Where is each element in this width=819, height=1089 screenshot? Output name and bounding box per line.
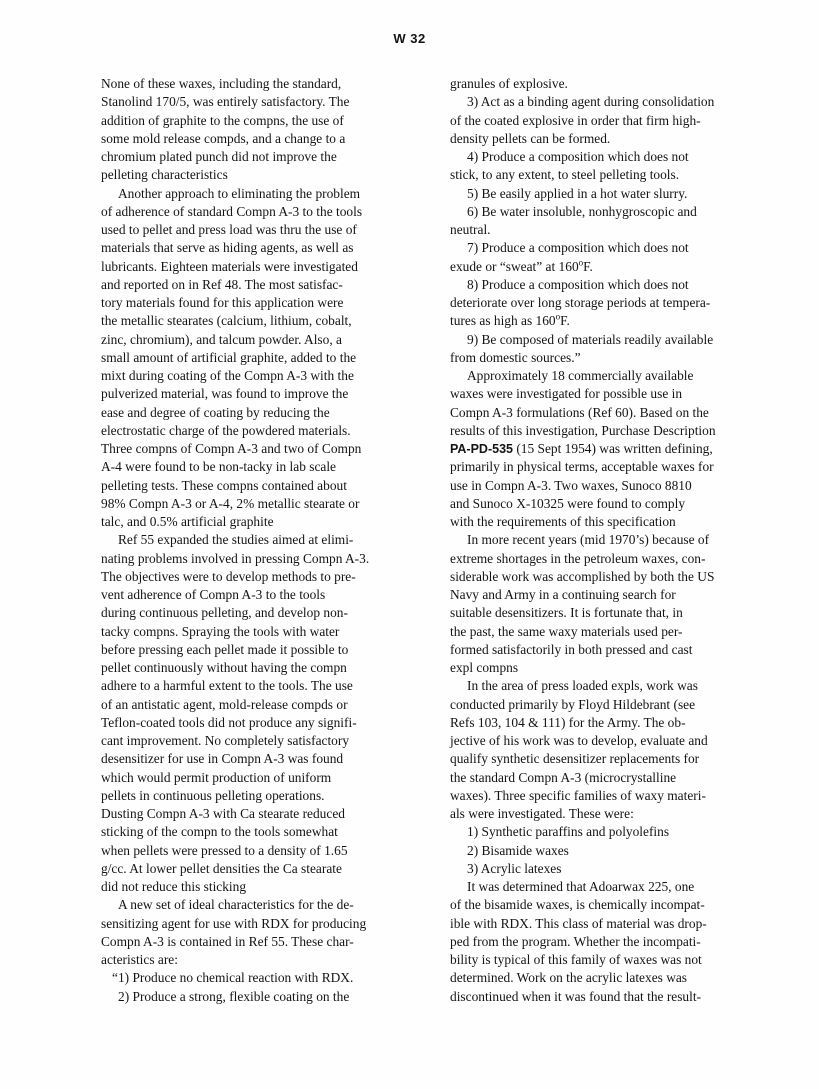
text-line: pellets in continuous pelleting operations. — [101, 787, 325, 803]
text-line: the standard Compn A-3 (microcrystalline — [450, 769, 677, 785]
text-line: 8) Produce a composition which does not — [467, 276, 689, 292]
text-line: 9) Be composed of materials readily available — [467, 331, 714, 347]
text-line: of the coated explosive in order that firm high- — [450, 112, 701, 128]
text-line: adhere to a harmful extent to the tools. The use — [101, 678, 353, 694]
text-line: als were investigated. These were: — [450, 806, 634, 821]
text-line: Three compns of Compn A-3 and two of Compn — [101, 441, 362, 456]
text-line: waxes were investigated for possible use in — [450, 386, 683, 402]
text-line: g/cc. At lower pellet densities the Ca stearate — [101, 860, 342, 876]
text-line: of the bisamide waxes, is chemically incompat- — [450, 897, 705, 913]
text-line: Teflon-coated tools did not produce any signifi- — [101, 714, 357, 730]
text-line: Refs 103, 104 & 111) for the Army. The ob- — [450, 714, 686, 730]
text-line: desensitizer for use in Compn A-3 was found — [101, 751, 344, 767]
right-column — [450, 75, 746, 1006]
text-line: 7) Produce a composition which does not — [467, 240, 689, 256]
text-line: when pellets were pressed to a density of 1.65 — [101, 842, 348, 858]
text-line: pelleting characteristics — [101, 167, 228, 183]
text-line: “1) Produce no chemical reaction with RDX. — [112, 970, 354, 986]
text-line: 1) Synthetic paraffins and polyolefins — [467, 824, 670, 840]
text-line: talc, and 0.5% artificial graphite — [101, 514, 274, 529]
text-line: 3) Act as a binding agent during consolidation — [467, 94, 715, 110]
text-line: extreme shortages in the petroleum waxes, con- — [450, 550, 706, 566]
text-line: Compn A-3 formulations (Ref 60). Based on the — [450, 404, 709, 420]
text-line: the past, the same waxy materials used per- — [450, 623, 683, 639]
text-line: In more recent years (mid 1970’s) because of — [467, 532, 710, 548]
text-fragment: F. — [560, 313, 570, 329]
text-line — [450, 258, 746, 276]
text-line: bility is typical of this family of waxes was not — [450, 952, 702, 967]
page-number: W 32 — [393, 31, 426, 46]
text-line: discontinued when it was found that the result- — [450, 988, 702, 1004]
text-line: tory materials found for this application were — [101, 295, 344, 310]
text-line: from domestic sources.” — [450, 349, 581, 365]
text-line: the metallic stearates (calcium, lithium, cobalt, — [101, 313, 352, 329]
text-line: use in Compn A-3. Two waxes, Sunoco 8810 — [450, 477, 692, 493]
text-line: small amount of artificial graphite, added to the — [101, 349, 357, 365]
text-line: sensitizing agent for use with RDX for producing — [101, 915, 367, 931]
text-line: conducted primarily by Floyd Hildebrant (see — [450, 696, 696, 712]
text-line: Approximately 18 commercially available — [467, 368, 694, 383]
text-line: did not reduce this sticking — [101, 879, 247, 894]
text-line: Dusting Compn A-3 with Ca stearate reduced — [101, 806, 345, 821]
text-line: of an antistatic agent, mold-release compds or — [101, 696, 348, 712]
text-line: deteriorate over long storage periods at tempera- — [450, 295, 711, 310]
text-line: ped from the program. Whether the incompati- — [450, 933, 701, 949]
text-line: ease and degree of coating by reducing the — [101, 404, 330, 420]
text-line: Ref 55 expanded the studies aimed at elimi- — [118, 532, 354, 548]
text-line: neutral. — [450, 222, 491, 237]
text-fragment: F. — [583, 258, 593, 274]
text-line: 3) Acrylic latexes — [467, 860, 562, 876]
text-line: lubricants. Eighteen materials were investigated — [101, 258, 358, 274]
text-line: The objectives were to develop methods to pre- — [101, 568, 356, 584]
text-line: mixt during coating of the Compn A-3 with the — [101, 368, 354, 383]
text-line — [450, 312, 746, 330]
text-line: jective of his work was to develop, evaluate and — [450, 733, 708, 748]
text-line: determined. Work on the acrylic latexes was — [450, 970, 688, 986]
text-line: Navy and Army in a continuing search for — [450, 587, 676, 602]
text-line: results of this investigation, Purchase Description — [450, 422, 716, 438]
text-line: pellet continuously without having the compn — [101, 660, 347, 675]
text-line: which would permit production of uniform — [101, 769, 332, 785]
left-column — [101, 75, 401, 1006]
text-line: and Sunoco X-10325 were found to comply — [450, 495, 686, 511]
text-line: addition of graphite to the compns, the use of — [101, 112, 344, 128]
text-line: 2) Produce a strong, flexible coating on the — [118, 988, 350, 1004]
text-line: formed satisfactorily in both pressed and cast — [450, 641, 693, 657]
text-line: Stanolind 170/5, was entirely satisfactory. The — [101, 94, 350, 110]
text-line: of adherence of standard Compn A-3 to the tools — [101, 203, 363, 219]
text-line: acteristics are: — [101, 952, 178, 967]
text-line: 5) Be easily applied in a hot water slurry. — [467, 185, 688, 201]
purchase-description-ref: PA-PD-535 — [450, 442, 513, 456]
text-line: with the requirements of this specification — [450, 514, 676, 529]
text-line: suitable desensitizers. It is fortunate that, in — [450, 605, 683, 621]
text-line: None of these waxes, including the standard, — [101, 76, 342, 91]
text-line: zinc, chromium), and talcum powder. Also, a — [101, 331, 342, 347]
text-line: Compn A-3 is contained in Ref 55. These char- — [101, 933, 354, 949]
text-line: expl compns — [450, 660, 519, 675]
text-line: vent adherence of Compn A-3 to the tools — [101, 587, 326, 602]
text-line: It was determined that Adoarwax 225, one — [467, 879, 695, 894]
text-line: some mold release compds, and a change to a — [101, 130, 346, 146]
text-line: materials that serve as hiding agents, as well as — [101, 240, 354, 256]
text-line: qualify synthetic desensitizer replacements for — [450, 751, 700, 767]
degree-sign: o — [555, 311, 561, 322]
text-line: 2) Bisamide waxes — [467, 842, 569, 858]
text-line: ible with RDX. This class of material was drop- — [450, 915, 707, 931]
text-line — [450, 440, 746, 458]
text-line: cant improvement. No completely satisfactory — [101, 733, 350, 748]
text-line: Another approach to eliminating the problem — [118, 185, 361, 201]
text-line: stick, to any extent, to steel pelleting tools. — [450, 167, 680, 183]
text-line: granules of explosive. — [450, 76, 568, 91]
text-line: 4) Produce a composition which does not — [467, 149, 689, 164]
text-line: In the area of press loaded expls, work was — [467, 678, 698, 694]
text-line: density pellets can be formed. — [450, 130, 611, 146]
text-line: 6) Be water insoluble, nonhygroscopic and — [467, 203, 697, 219]
text-line: before pressing each pellet made it possible to — [101, 641, 349, 657]
text-line: primarily in physical terms, acceptable waxes for — [450, 459, 714, 475]
text-line: chromium plated punch did not improve the — [101, 149, 337, 164]
text-line: A new set of ideal characteristics for the de- — [118, 897, 354, 913]
text-line: used to pellet and press load was thru the use of — [101, 222, 357, 237]
text-line: sticking of the compn to the tools somewhat — [101, 824, 338, 840]
text-line: tacky compns. Spraying the tools with water — [101, 623, 340, 639]
degree-sign: o — [578, 257, 584, 268]
text-line: siderable work was accomplished by both the US — [450, 568, 715, 584]
text-line: pelleting tests. These compns contained about — [101, 477, 347, 493]
text-line: 98% Compn A-3 or A-4, 2% metallic stearate or — [101, 495, 360, 511]
text-fragment: exude or “sweat” at 160 — [450, 258, 579, 274]
text-line: waxes). Three specific families of waxy materi- — [450, 787, 706, 803]
text-fragment: (15 Sept 1954) was written defining, — [512, 441, 713, 456]
text-line: pulverized material, was found to improve the — [101, 386, 349, 402]
text-line: A-4 were found to be non-tacky in lab scale — [101, 459, 336, 475]
text-fragment: tures as high as 160 — [450, 313, 556, 329]
text-line: and reported on in Ref 48. The most satisfac- — [101, 276, 343, 292]
text-line: nating problems involved in pressing Compn A-3. — [101, 550, 370, 566]
text-line: electrostatic charge of the powdered materials. — [101, 422, 351, 438]
text-line: during continuous pelleting, and develop non- — [101, 605, 348, 621]
